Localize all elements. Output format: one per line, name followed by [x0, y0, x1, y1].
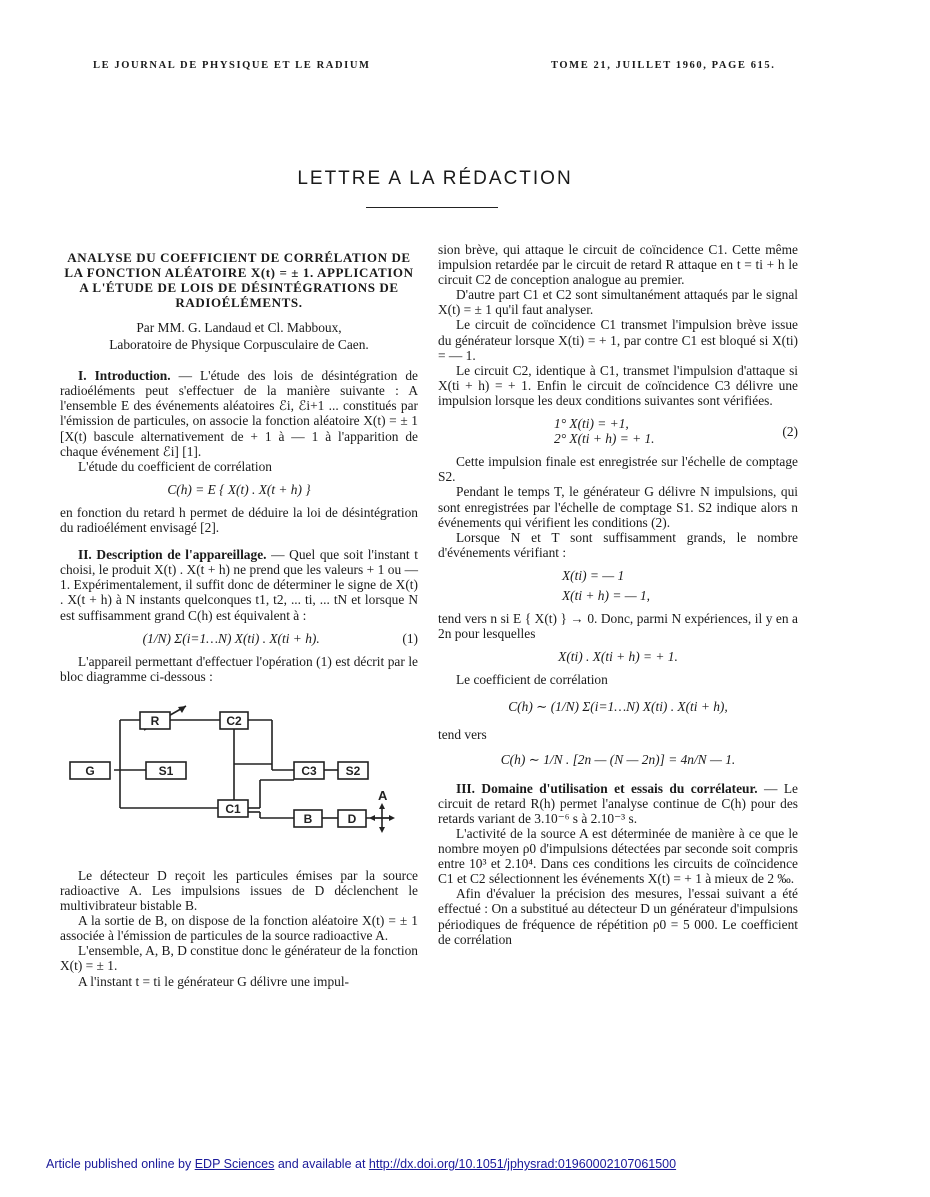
block-s2-label: S2: [345, 763, 361, 778]
block-d-label: D: [347, 811, 357, 826]
authors: Par MM. G. Landaud et Cl. Mabboux,: [136, 320, 342, 335]
output-b-paragraph: A la sortie de B, on dispose de la fonction aléatoire X(t) = ± 1 associée à l'émission de particules de la source radioactive A.: [60, 913, 418, 944]
doi-link[interactable]: http://dx.doi.org/10.1051/jphysrad:01960002107061500: [368, 1157, 677, 1171]
issue-info: TOME 21, JUILLET 1960, PAGE 615.: [551, 60, 776, 71]
publisher-link[interactable]: EDP Sciences: [194, 1157, 275, 1171]
arrow-right-icon: [389, 815, 395, 821]
equation-2-line-1: 1° X(ti) = +1,: [554, 416, 629, 432]
intro-paragraph-2: L'étude du coefficient de corrélation: [78, 458, 273, 474]
section-3-paragraph-2: L'activité de la source A est déterminée de manière à ce que le nombre moyen ρ0 d'impulsions détectées par seconde soit compris entre 10³ et 2.10⁴. Dans ces conditions les circuits de coïncidence C1 et C2 sélectionnent les événements X(t) = + 1 à mieux de 2 ‰.: [438, 826, 798, 887]
paragraph-pendant: Pendant le temps T, le générateur G délivre N impulsions, qui sont enregistrées par l'échelle de comptage S1. S2 indique alors n événements qui vérifient les conditions (2).: [438, 484, 798, 530]
section-3-heading: III. Domaine d'utilisation et essais du corrélateur.: [456, 780, 758, 796]
title-divider: [366, 207, 498, 208]
right-column: [438, 242, 798, 947]
block-diagram: [60, 690, 418, 850]
intro-paragraph: [60, 368, 418, 459]
block-c2-label: C2: [226, 713, 242, 728]
description-heading: II. Description de l'appareillage.: [78, 547, 267, 563]
equation-1-number: (1): [402, 630, 418, 646]
journal-name: LE JOURNAL DE PHYSIQUE ET LE RADIUM: [93, 60, 371, 71]
section-3-text: — Le circuit de retard R(h) permet l'analyse continue de C(h) pour des retards variant de 3.10⁻⁶ s à 2.10⁻³ s.: [438, 780, 798, 826]
section-3-paragraph-3: Afin d'évaluer la précision des mesures, l'essai suivant a été effectué : On a substitué au détecteur D un générateur d'impulsions périodiques de fréquence de répétition ρ0 = 5 000. Le coefficient de corrélation: [438, 886, 798, 947]
section-3-paragraph: [438, 781, 798, 826]
paragraph-c2: Le circuit C2, identique à C1, transmet l'impulsion d'attaque si X(ti + h) = + 1. Enfin le circuit de coïncidence C3 délivre une impulsion lorsque les deux conditions suivantes sont vérifiées.: [438, 362, 798, 408]
block-g-label: G: [85, 763, 95, 778]
paragraph-autre: D'autre part C1 et C2 sont simultanément attaqués par le signal X(t) = ± 1 qu'il faut analyser.: [438, 287, 798, 318]
laboratory: Laboratoire de Physique Corpusculaire de Caen.: [109, 337, 369, 353]
paragraph-c1: Le circuit de coïncidence C1 transmet l'impulsion brève issue du générateur lorsque X(ti) = + 1, par contre C1 est bloqué si X(ti) = — 1.: [438, 317, 798, 363]
article-title: ANALYSE DU COEFFICIENT DE CORRÉLATION DE LA FONCTION ALÉATOIRE X(t) = ± 1. APPLICATION A L'ÉTUDE DE LOIS DE DÉSINTÉGRATIONS DE RADIOÉLÉMENTS.: [64, 250, 414, 310]
equation-4: X(ti) . X(ti + h) = + 1.: [558, 649, 678, 665]
left-column: [60, 250, 418, 989]
footer-middle: and available at: [274, 1157, 369, 1171]
equation-1-body: (1/N) Σ(i=1…N) X(ti) . X(ti + h).: [142, 630, 320, 646]
arrow-up-icon: [379, 803, 385, 809]
block-s1-label: S1: [158, 763, 174, 778]
paragraph-tend-2: tend vers: [438, 726, 487, 742]
equation-3-line-2: X(ti + h) = — 1,: [562, 587, 650, 603]
paragraph-lorsque: Lorsque N et T sont suffisamment grands, le nombre d'événements vérifiant :: [438, 529, 798, 560]
equation-5: C(h) ∼ (1/N) Σ(i=1…N) X(ti) . X(ti + h),: [508, 699, 728, 715]
equation-3: [438, 568, 798, 603]
description-text: — Quel que soit l'instant t choisi, le produit X(t) . X(t + h) ne prend que les valeurs + 1 ou — 1. Expérimentalement, il suffit donc de déterminer le signe de X(t) . X(t + h) à N instants quelconques t1, t2, ... ti, ... tN et lorsque N est suffisamment grand C(h) est équivalent à :: [60, 547, 418, 623]
instant-paragraph: A l'instant t = ti le générateur G délivre une impul-: [78, 973, 350, 989]
description-paragraph: [60, 547, 418, 622]
block-b-label: B: [303, 811, 313, 826]
paragraph-final: Cette impulsion finale est enregistrée sur l'échelle de comptage S2.: [438, 454, 798, 485]
paragraph-tend: tend vers n si E { X(t) } → 0. Donc, parmi N expériences, il y en a 2n pour lesquelles: [438, 611, 798, 642]
equation-2: [438, 416, 798, 446]
equation-6: C(h) ∼ 1/N . [2n — (N — 2n)] = 4n/N — 1.: [500, 751, 736, 767]
intro-text: — L'étude des lois de désintégration de radioéléments peut s'effectuer de la manière suivante : A l'ensemble E des événements aléatoires ℰi, ℰi+1 ... constitués par l'émission de particules, on associe la fonction aléatoire X(t) = ± 1 [X(t) bascule alternativement de + 1 à — 1 à l'apparition de chaque événement ℰi] [1].: [60, 368, 418, 459]
block-r-label: R: [150, 713, 160, 728]
equation-1: [60, 631, 418, 646]
equation-2-number: (2): [782, 424, 798, 440]
section-title: LETTRE A LA RÉDACTION: [297, 168, 573, 189]
arrow-left-icon: [369, 815, 375, 821]
footer-prefix: Article published online by: [46, 1157, 195, 1171]
equation-3-line-1: X(ti) = — 1: [562, 567, 625, 583]
block-c3-label: C3: [301, 763, 317, 778]
ensemble-paragraph: L'ensemble, A, B, D constitue donc le générateur de la fonction X(t) = ± 1.: [60, 943, 418, 974]
block-diagram-svg: [60, 690, 418, 850]
intro-paragraph-3: en fonction du retard h permet de déduire la loi de désintégration du radioélément envisagé [2].: [60, 504, 418, 536]
intro-heading: I. Introduction.: [78, 368, 171, 384]
paragraph-coef: Le coefficient de corrélation: [456, 672, 608, 688]
arrow-down-icon: [379, 827, 385, 833]
footer: [46, 1157, 676, 1171]
continuation-paragraph: sion brève, qui attaque le circuit de coïncidence C1. Cette même impulsion retardée par le circuit de retard R attaque en t = ti + h le circuit C2 de conception analogue au premier.: [438, 242, 798, 288]
source-label: A: [378, 787, 388, 803]
equation-2-line-2: 2° X(ti + h) = + 1.: [554, 431, 655, 447]
equation-correlation: C(h) = E { X(t) . X(t + h) }: [167, 481, 311, 497]
block-c1-label: C1: [225, 801, 241, 816]
description-paragraph-2: L'appareil permettant d'effectuer l'opération (1) est décrit par le bloc diagramme ci-dessous :: [60, 653, 418, 684]
detector-paragraph: Le détecteur D reçoit les particules émises par la source radioactive A. Les impulsions issues de D déclenchent le multivibrateur bistable B.: [60, 867, 418, 914]
